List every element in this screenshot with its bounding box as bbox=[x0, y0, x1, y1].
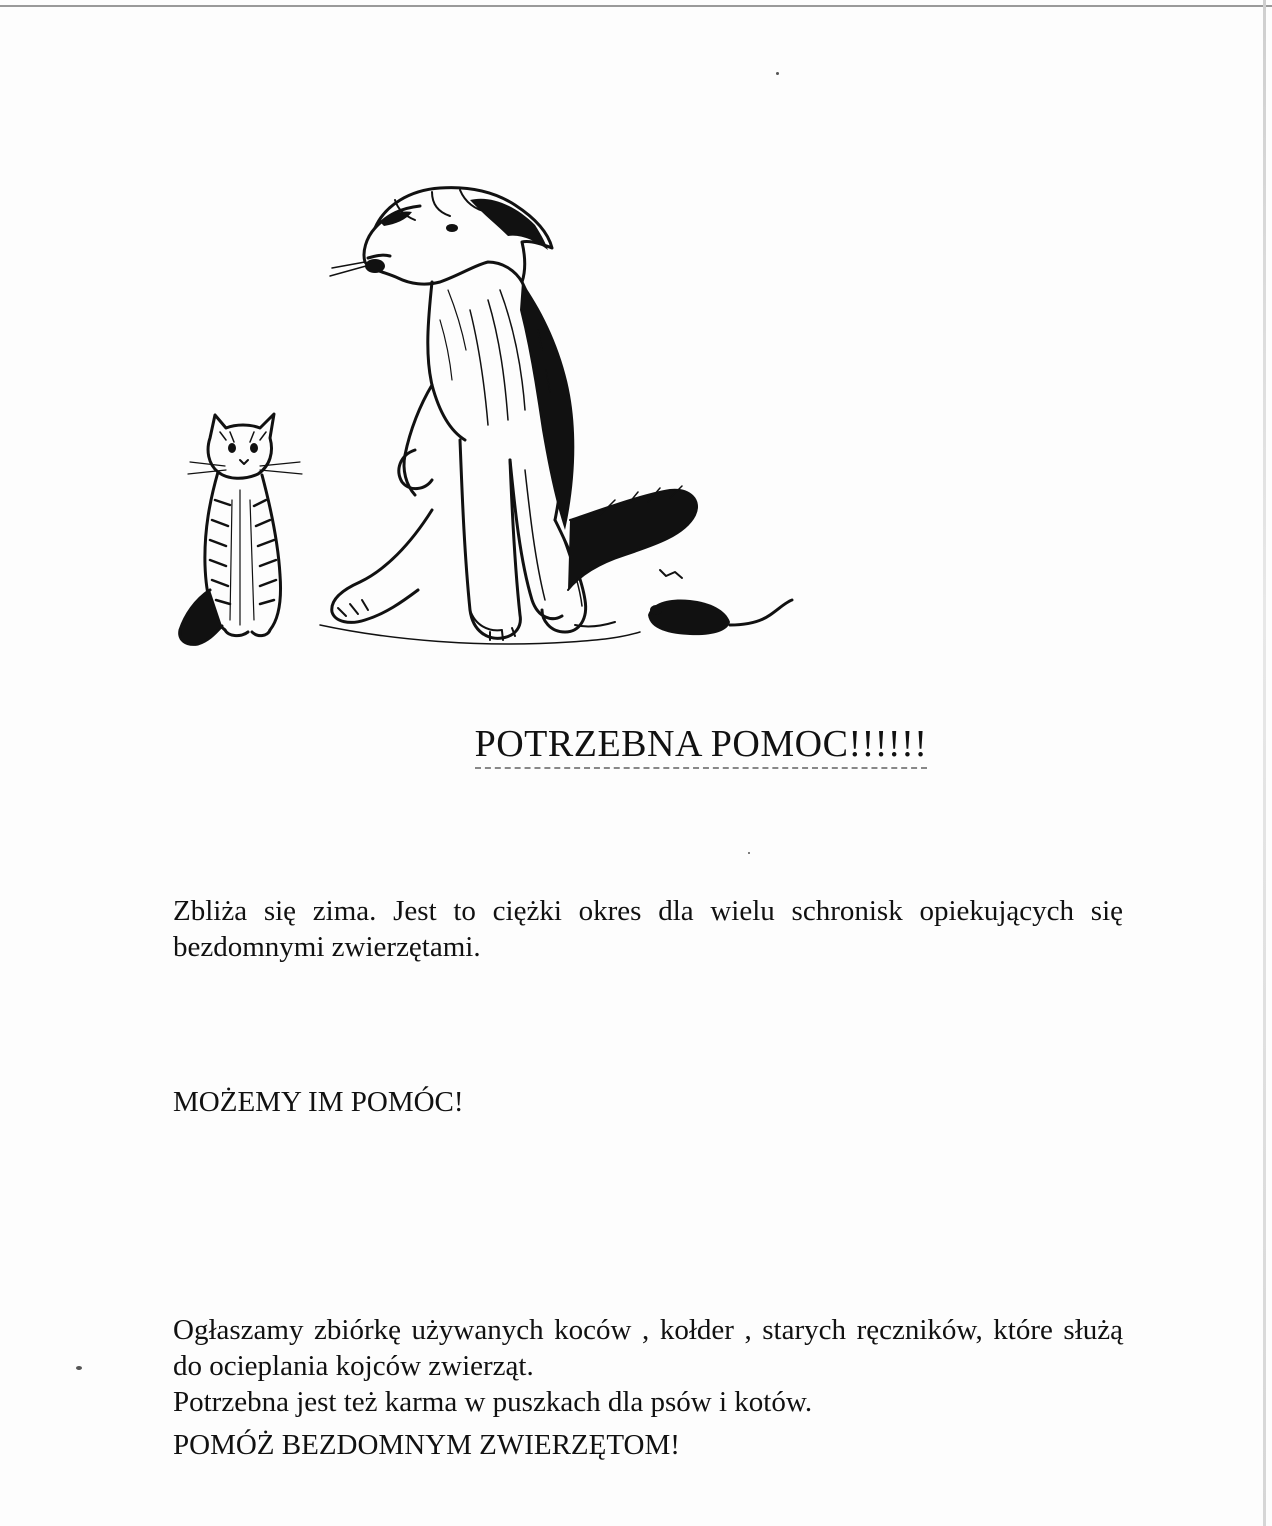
scan-top-edge bbox=[0, 5, 1272, 7]
dog-cat-mouse-icon bbox=[170, 170, 810, 680]
closing-text: POMÓŻ BEZDOMNYM ZWIERZĘTOM! bbox=[173, 1429, 680, 1461]
collection-text: Ogłaszamy zbiórkę używanych koców , kołder , starych ręczników, które służą do ocieplania kojców zwierząt. bbox=[173, 1314, 1123, 1382]
winter-notice-paragraph bbox=[173, 893, 1123, 965]
collection-paragraph bbox=[173, 1312, 1123, 1420]
food-request-text: Potrzebna jest też karma w puszkach dla psów i kotów. bbox=[173, 1386, 813, 1418]
poster-title-text: POTRZEBNA POMOC!!!!!! bbox=[475, 723, 928, 769]
we-can-help-text: MOŻEMY IM POMÓC! bbox=[173, 1086, 464, 1118]
kitten-drawing bbox=[180, 414, 302, 644]
we-can-help-paragraph bbox=[173, 1084, 1123, 1120]
winter-notice-text: Zbliża się zima. Jest to ciężki okres dla wielu schronisk opiekujących się bezdomnymi zwierzętami. bbox=[173, 895, 1123, 963]
scan-speck bbox=[76, 1366, 82, 1370]
scan-speck bbox=[748, 852, 750, 854]
scan-speck bbox=[776, 72, 779, 75]
mouse-drawing bbox=[648, 570, 792, 635]
poster-title bbox=[0, 722, 1272, 766]
closing-paragraph bbox=[173, 1427, 1123, 1463]
dog-drawing bbox=[320, 188, 697, 644]
